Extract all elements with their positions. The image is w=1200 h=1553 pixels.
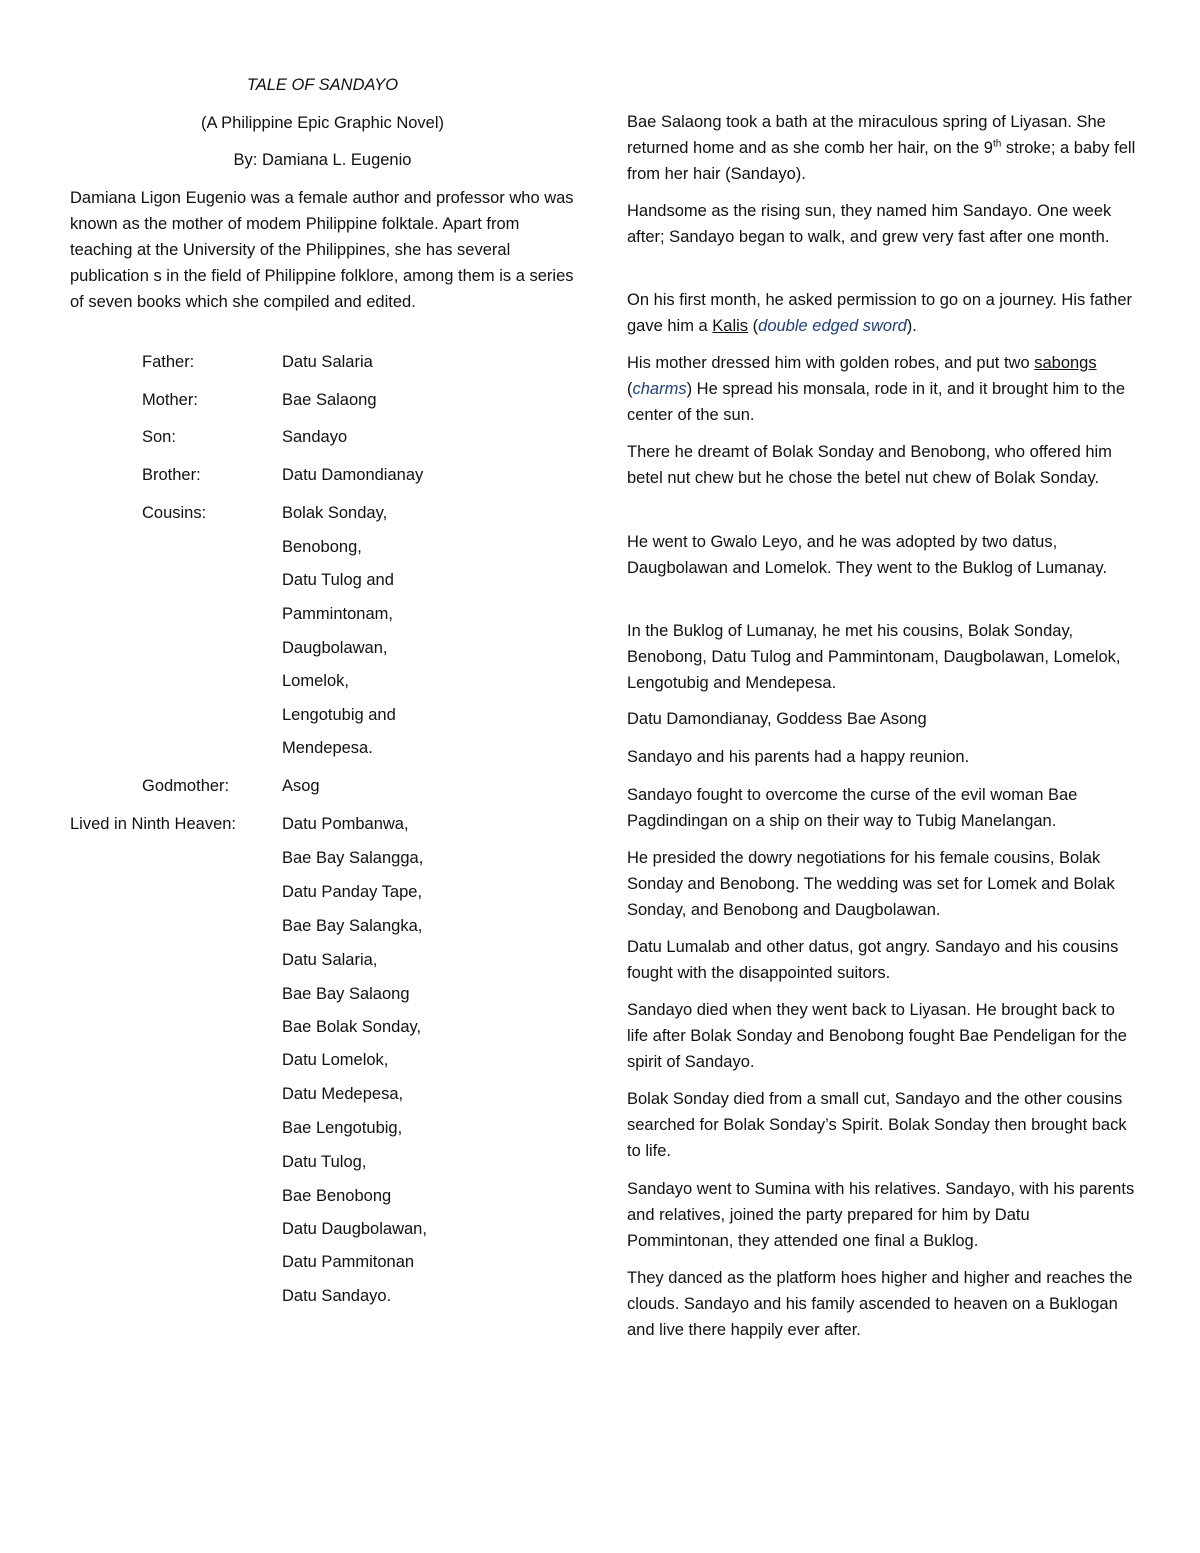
cousin-name: Benobong, — [282, 538, 362, 556]
story-text: Bae Salaong took a bath at the miraculous spring of Liyasan. She returned home and as she comb her hair, on the 9 — [627, 113, 1106, 157]
ninth-heaven-name: Bae Lengotubig, — [282, 1119, 403, 1137]
ninth-heaven-label: Lived in Ninth Heaven: — [70, 815, 237, 833]
ninth-heaven-name: Bae Bay Salangga, — [282, 849, 424, 867]
story-paragraph — [627, 287, 1137, 339]
cousin-name: Bolak Sonday, — [282, 504, 388, 522]
story-paragraph: Handsome as the rising sun, they named him Sandayo. One week after; Sandayo began to walk, and grew very fast after one month. — [627, 202, 1112, 246]
father-value: Datu Salaria — [282, 353, 373, 371]
story-paragraph — [627, 350, 1137, 428]
son-label: Son: — [142, 428, 176, 446]
story-paragraph: Bolak Sonday died from a small cut, Sandayo and the other cousins searched for Bolak Sonday’s Spirit. Bolak Sonday then brought back to life. — [627, 1090, 1127, 1160]
story-text: ( — [748, 317, 759, 335]
story-paragraph: There he dreamt of Bolak Sonday and Benobong, who offered him betel nut chew but he chose the betel nut chew of Bolak Sonday. — [627, 443, 1112, 487]
story-paragraph: Sandayo went to Sumina with his relatives. Sandayo, with his parents and relatives, joined the party prepared for him by Datu Pommintonan, they attended one final a Buklog. — [627, 1180, 1135, 1250]
cousin-name: Datu Tulog and — [282, 571, 394, 589]
story-paragraph: In the Buklog of Lumanay, he met his cousins, Bolak Sonday, Benobong, Datu Tulog and Pammintonam, Daugbolawan, Lomelok, Lengotubig and Mendepesa. — [627, 622, 1121, 692]
ninth-heaven-name: Bae Bay Salaong — [282, 985, 410, 1003]
sabongs-term: sabongs — [1034, 354, 1097, 372]
cousin-name: Daugbolawan, — [282, 639, 388, 657]
story-text: On his first month, he asked permission to go on a journey. His father gave him a — [627, 291, 1133, 335]
ninth-heaven-name: Datu Medepesa, — [282, 1085, 404, 1103]
story-paragraph: He went to Gwalo Leyo, and he was adopted by two datus, Daugbolawan and Lomelok. They went to the Buklog of Lumanay. — [627, 533, 1108, 577]
story-text: ). — [906, 317, 917, 335]
ninth-heaven-name: Datu Salaria, — [282, 951, 378, 969]
story-text: ( — [627, 380, 633, 398]
cousin-name: Pammintonam, — [282, 605, 393, 623]
kalis-term: Kalis — [712, 317, 749, 335]
story-paragraph: He presided the dowry negotiations for his female cousins, Bolak Sonday and Benobong. The wedding was set for Lomek and Bolak Sonday, and Benobong and Daugbolawan. — [627, 849, 1115, 919]
godmother-value: Asog — [282, 777, 320, 795]
ninth-heaven-name: Datu Pammitonan — [282, 1253, 415, 1271]
ninth-heaven-name: Bae Benobong — [282, 1187, 392, 1205]
cousin-name: Mendepesa. — [282, 739, 373, 757]
ninth-heaven-name: Datu Pombanwa, — [282, 815, 409, 833]
ninth-heaven-name: Datu Tulog, — [282, 1153, 367, 1171]
ninth-heaven-name: Datu Lomelok, — [282, 1051, 389, 1069]
superscript-ordinal: th — [992, 138, 1002, 150]
author-intro-paragraph: Damiana Ligon Eugenio was a female author and professor who was known as the mother of modem Philippine folktale. Apart from teaching at the University of the Philippines, she has several publication s in the field of Philippine folklore, among them is a series of seven books which she compiled and edited. — [70, 189, 574, 311]
document-subtitle: (A Philippine Epic Graphic Novel) — [200, 114, 445, 132]
cousin-name: Lomelok, — [282, 672, 349, 690]
mother-label: Mother: — [142, 391, 198, 409]
ninth-heaven-name: Datu Daugbolawan, — [282, 1220, 427, 1238]
brother-value: Datu Damondianay — [282, 466, 424, 484]
story-paragraph: Datu Lumalab and other datus, got angry. Sandayo and his cousins fought with the disappointed suitors. — [627, 938, 1119, 982]
story-paragraph: Datu Damondianay, Goddess Bae Asong — [627, 710, 927, 728]
document-title: TALE OF SANDAYO — [246, 76, 399, 94]
ninth-heaven-name: Datu Panday Tape, — [282, 883, 423, 901]
father-label: Father: — [142, 353, 195, 371]
cousins-label: Cousins: — [142, 504, 207, 522]
son-value: Sandayo — [282, 428, 348, 446]
story-paragraph: They danced as the platform hoes higher and higher and reaches the clouds. Sandayo and his family ascended to heaven on a Buklogan and live there happily ever after. — [627, 1269, 1133, 1339]
story-text: His mother dressed him with golden robes, and put two — [627, 354, 1035, 372]
kalis-gloss: double edged sword — [758, 317, 907, 335]
mother-value: Bae Salaong — [282, 391, 377, 409]
story-text: stroke; a baby fell from her hair (Sandayo). — [627, 139, 1136, 183]
brother-label: Brother: — [142, 466, 201, 484]
sabongs-gloss: charms — [632, 380, 687, 398]
ninth-heaven-name: Bae Bolak Sonday, — [282, 1018, 422, 1036]
godmother-label: Godmother: — [142, 777, 230, 795]
author-byline: By: Damiana L. Eugenio — [233, 151, 412, 169]
ninth-heaven-name: Bae Bay Salangka, — [282, 917, 423, 935]
story-paragraph — [627, 109, 1137, 187]
story-paragraph: Sandayo and his parents had a happy reunion. — [627, 748, 970, 766]
ninth-heaven-name: Datu Sandayo. — [282, 1287, 392, 1305]
cousin-name: Lengotubig and — [282, 706, 396, 724]
story-paragraph: Sandayo fought to overcome the curse of the evil woman Bae Pagdindingan on a ship on their way to Tubig Manelangan. — [627, 786, 1078, 830]
story-paragraph: Sandayo died when they went back to Liyasan. He brought back to life after Bolak Sonday and Benobong fought Bae Pendeligan for the spirit of Sandayo. — [627, 1001, 1127, 1071]
story-text: ) He spread his monsala, rode in it, and it brought him to the center of the sun. — [627, 380, 1125, 424]
